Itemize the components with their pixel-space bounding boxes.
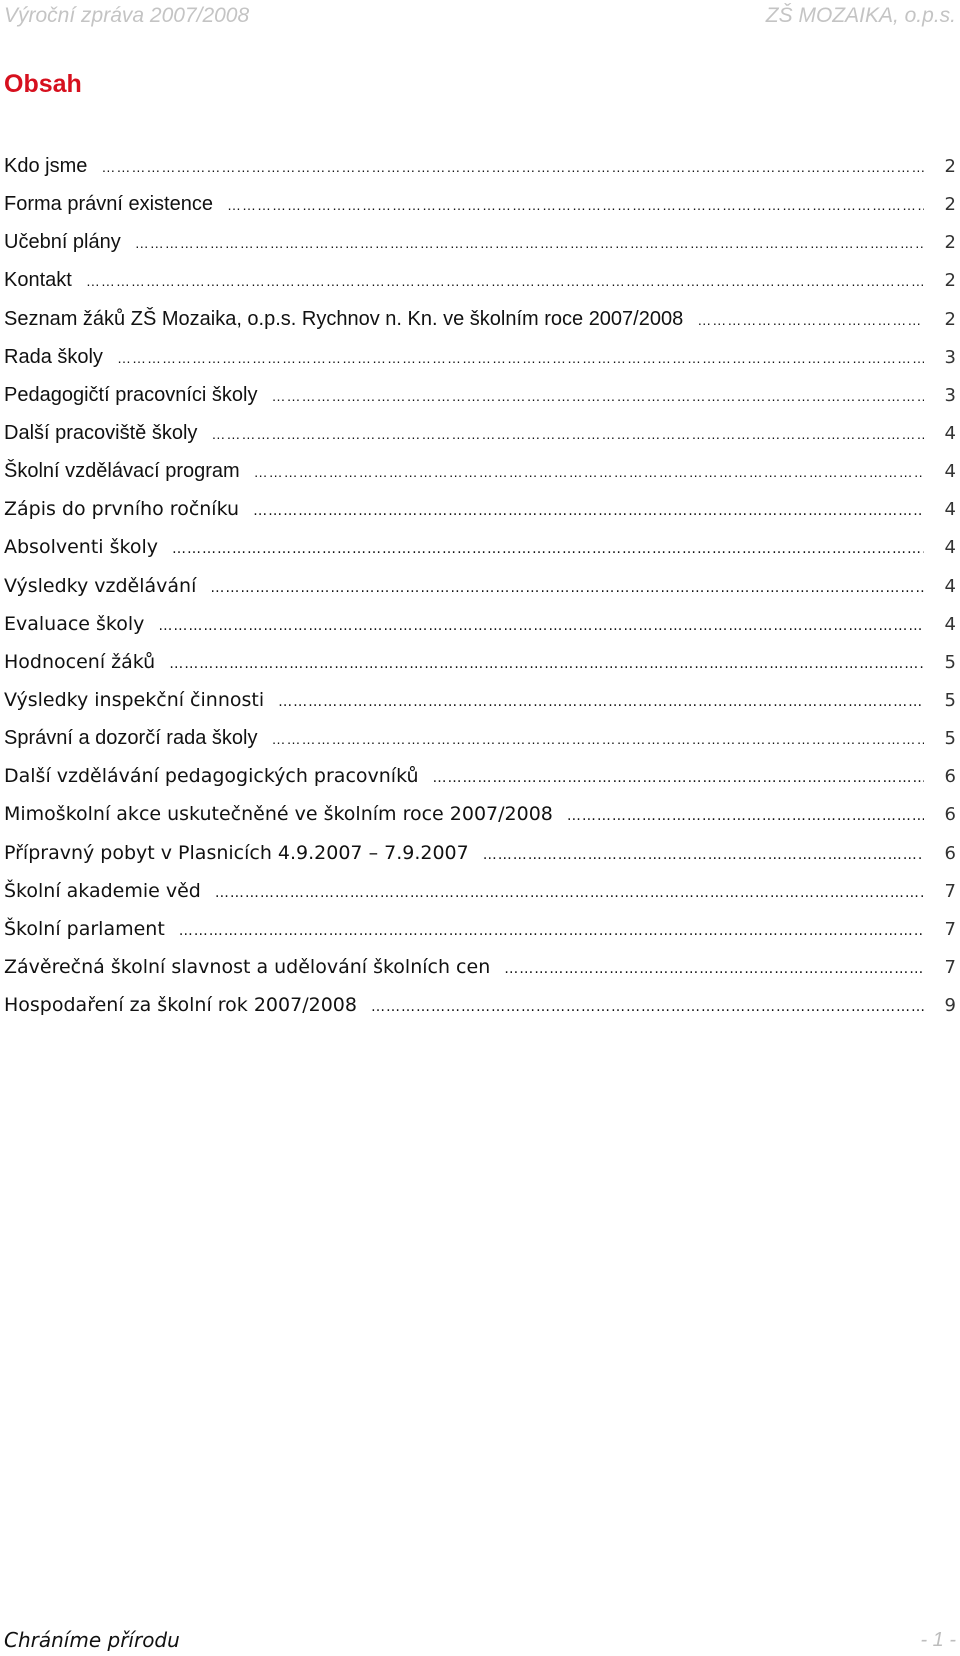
toc-page-number: 4 (944, 422, 956, 444)
toc-item[interactable] (4, 147, 956, 185)
toc-page-number: 4 (944, 461, 956, 483)
toc-dot-leader (179, 912, 924, 950)
toc-item-label: Hospodaření za školní rok 2007/2008 (4, 994, 357, 1017)
toc-dot-leader (697, 301, 924, 339)
toc-item[interactable] (4, 795, 956, 833)
toc-dot-leader (371, 988, 924, 1026)
toc-page-number: 6 (944, 842, 956, 864)
toc-item[interactable] (4, 757, 956, 795)
toc-item-label: Výsledky inspekční činnosti (4, 688, 265, 711)
toc-item-label: Další vzdělávání pedagogických pracovníků (4, 765, 419, 788)
toc-item[interactable] (4, 643, 956, 681)
toc-dot-leader (433, 759, 924, 797)
toc-dot-leader (271, 377, 924, 415)
toc-item[interactable] (4, 681, 956, 719)
toc-item-label: Absolventi školy (4, 536, 158, 559)
toc-page-number: 4 (944, 499, 956, 521)
toc-item-label: Školní vzdělávací program (4, 460, 240, 483)
toc-item-label: Seznam žáků ZŠ Mozaika, o.p.s. Rychnov n. Kn. ve školním roce 2007/2008 (4, 307, 684, 330)
toc-page-number: 4 (944, 537, 956, 559)
toc-page-number: 7 (944, 880, 956, 902)
toc-item[interactable] (4, 223, 956, 261)
toc-dot-leader (101, 148, 924, 186)
toc-dot-leader (504, 950, 924, 988)
running-header (4, 2, 956, 30)
footer-motto: Chráníme přírodu (4, 1628, 180, 1652)
toc-item-label: Další pracoviště školy (4, 421, 198, 444)
toc-item[interactable] (4, 834, 956, 872)
header-report-title: Výroční zpráva 2007/2008 (4, 4, 250, 27)
toc-item[interactable] (4, 376, 956, 414)
toc-item[interactable] (4, 872, 956, 910)
toc-item-label: Evaluace školy (4, 612, 145, 635)
toc-page-number: 5 (944, 651, 956, 673)
toc-dot-leader (567, 797, 924, 835)
toc-dot-leader (278, 683, 924, 721)
table-of-contents (4, 147, 956, 1024)
toc-item[interactable] (4, 910, 956, 948)
toc-page-number: 2 (944, 308, 956, 330)
toc-page-number: 6 (944, 804, 956, 826)
toc-page-number: 4 (944, 613, 956, 635)
toc-page-number: 7 (944, 918, 956, 940)
toc-page-number: 2 (944, 270, 956, 292)
toc-dot-leader (227, 186, 924, 224)
toc-page-number: 5 (944, 728, 956, 750)
toc-item[interactable] (4, 338, 956, 376)
page-title: Obsah (4, 70, 82, 98)
toc-item-label: Hodnocení žáků (4, 650, 156, 673)
toc-dot-leader (254, 453, 924, 491)
toc-page-number: 9 (944, 995, 956, 1017)
toc-item-label: Školní parlament (4, 917, 165, 940)
toc-item-label: Školní akademie věd (4, 879, 201, 902)
toc-page-number: 6 (944, 766, 956, 788)
toc-item[interactable] (4, 414, 956, 452)
toc-item-label: Rada školy (4, 345, 103, 368)
toc-item-label: Výsledky vzdělávání (4, 574, 197, 597)
toc-item-label: Forma právní existence (4, 193, 213, 216)
toc-item-label: Pedagogičtí pracovníci školy (4, 383, 258, 406)
toc-item-label: Mimoškolní akce uskutečněné ve školním roce 2007/2008 (4, 803, 553, 826)
toc-page-number: 3 (944, 384, 956, 406)
toc-dot-leader (169, 645, 924, 683)
toc-page-number: 2 (944, 194, 956, 216)
toc-item[interactable] (4, 300, 956, 338)
toc-item-label: Učební plány (4, 231, 121, 254)
toc-page-number: 7 (944, 956, 956, 978)
toc-dot-leader (172, 530, 924, 568)
toc-item-label: Správní a dozorčí rada školy (4, 727, 258, 750)
footer-page-number: - 1 - (920, 1628, 956, 1651)
toc-page-number: 5 (944, 689, 956, 711)
toc-item[interactable] (4, 948, 956, 986)
toc-item[interactable] (4, 605, 956, 643)
toc-dot-leader (211, 415, 924, 453)
toc-item-label: Zápis do prvního ročníku (4, 498, 240, 521)
toc-item[interactable] (4, 261, 956, 299)
toc-item-label: Přípravný pobyt v Plasnicích 4.9.2007 – 7.9.2007 (4, 841, 469, 864)
toc-item[interactable] (4, 528, 956, 566)
toc-item-label: Kdo jsme (4, 155, 88, 177)
toc-dot-leader (117, 339, 924, 377)
toc-page-number: 4 (944, 575, 956, 597)
toc-item-label: Závěrečná školní slavnost a udělování školních cen (4, 955, 491, 978)
toc-item[interactable] (4, 567, 956, 605)
toc-item[interactable] (4, 452, 956, 490)
toc-page-number: 2 (944, 232, 956, 254)
toc-dot-leader (483, 836, 924, 874)
toc-dot-leader (158, 607, 924, 645)
toc-page-number: 2 (944, 156, 956, 177)
toc-dot-leader (215, 874, 924, 912)
running-footer (4, 1626, 956, 1654)
toc-dot-leader (86, 262, 924, 300)
toc-item[interactable] (4, 185, 956, 223)
toc-item[interactable] (4, 719, 956, 757)
toc-dot-leader (253, 492, 924, 530)
toc-dot-leader (210, 569, 924, 607)
header-school-name: ZŠ MOZAIKA, o.p.s. (765, 4, 956, 27)
toc-dot-leader (271, 720, 924, 758)
toc-page-number: 3 (944, 346, 956, 368)
toc-item[interactable] (4, 490, 956, 528)
toc-dot-leader (135, 224, 924, 262)
toc-item-label: Kontakt (4, 269, 72, 292)
toc-item[interactable] (4, 986, 956, 1024)
